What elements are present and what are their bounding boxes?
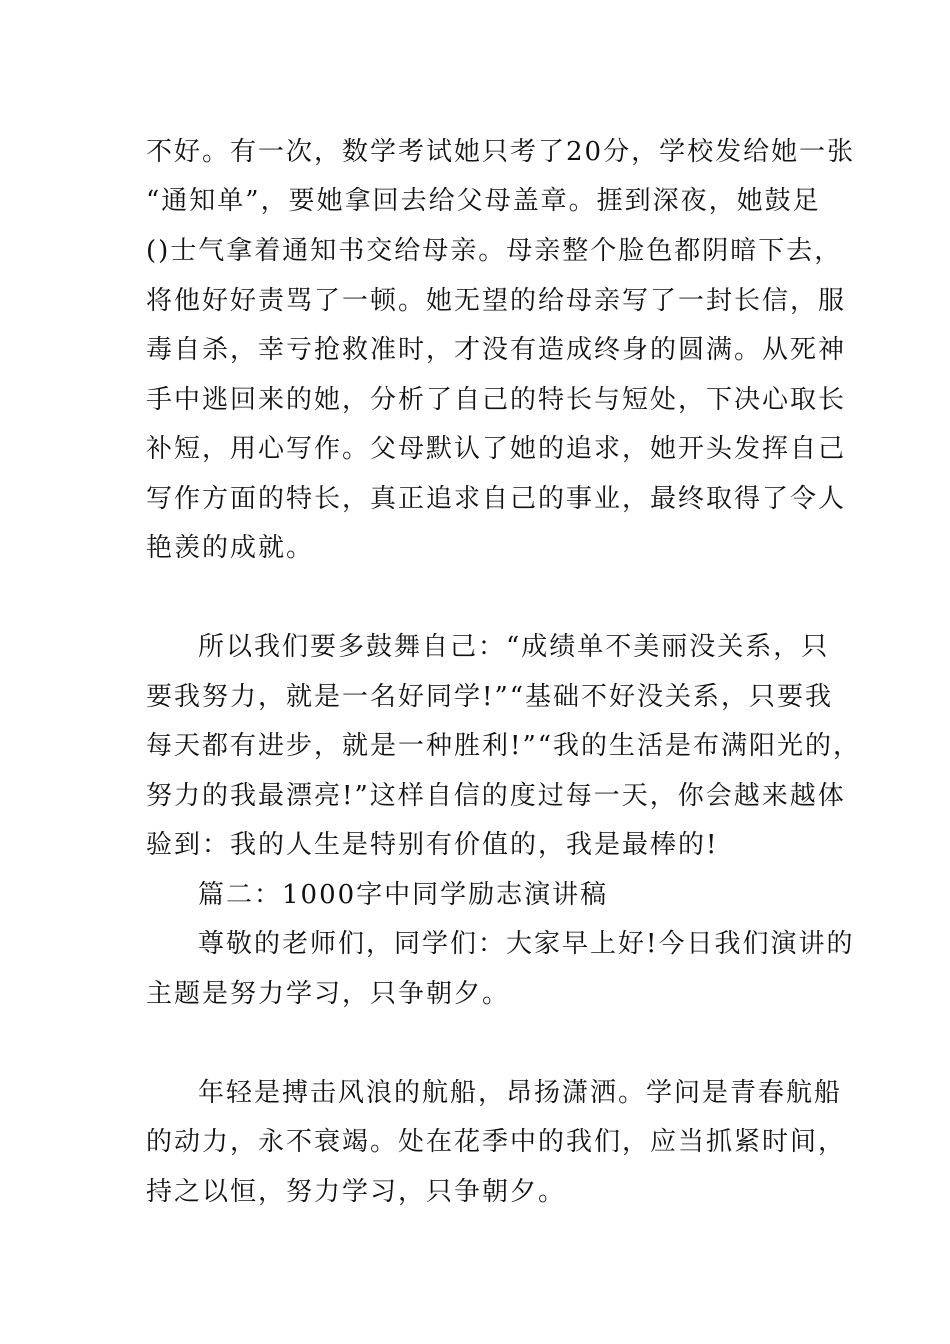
text-line: 手中逃回来的她，分析了自己的特长与短处，下决心取长	[146, 385, 847, 415]
text-line: 不好。有一次，数学考试她只考了20分，学校发给她一张	[146, 137, 856, 167]
text-line: 每天都有进步，就是一种胜利!”“我的生活是布满阳光的，	[146, 731, 862, 761]
text-line: 努力的我最漂亮!”这样自信的度过每一天，你会越来越体	[146, 781, 846, 811]
text-line: “通知单”，要她拿回去给父母盖章。捱到深夜，她鼓足	[146, 186, 821, 216]
text-line: 验到：我的人生是特别有价值的，我是最棒的!	[146, 830, 719, 860]
text-line: 将他好好责骂了一顿。她无望的给母亲写了一封长信，服	[146, 286, 847, 316]
text-line: 尊敬的老师们，同学们：大家早上好!今日我们演讲的	[198, 929, 855, 959]
text-line: 所以我们要多鼓舞自己：“成绩单不美丽没关系，只	[198, 632, 830, 662]
text-line: ()士气拿着通知书交给母亲。母亲整个脸色都阴暗下去，	[146, 236, 843, 266]
text-line: 写作方面的特长，真正追求自己的事业，最终取得了令人	[146, 484, 847, 514]
text-line: 持之以恒，努力学习，只争朝夕。	[146, 1177, 567, 1207]
text-line: 补短，用心写作。父母默认了她的追求，她开头发挥自己	[146, 434, 847, 464]
section-heading: 篇二：1000字中同学励志演讲稿	[198, 880, 609, 910]
text-line: 主题是努力学习，只争朝夕。	[146, 979, 511, 1009]
text-line: 要我努力，就是一名好同学!”“基础不好没关系，只要我	[146, 682, 834, 712]
text-line: 毒自杀，幸亏抢救准时，才没有造成终身的圆满。从死神	[146, 335, 847, 365]
text-line: 艳羡的成就。	[146, 533, 315, 563]
text-line: 年轻是搏击风浪的航船，昂扬潇洒。学问是青春航船	[198, 1078, 843, 1108]
text-line: 的动力，永不衰竭。处在花季中的我们，应当抓紧时间，	[146, 1127, 847, 1157]
